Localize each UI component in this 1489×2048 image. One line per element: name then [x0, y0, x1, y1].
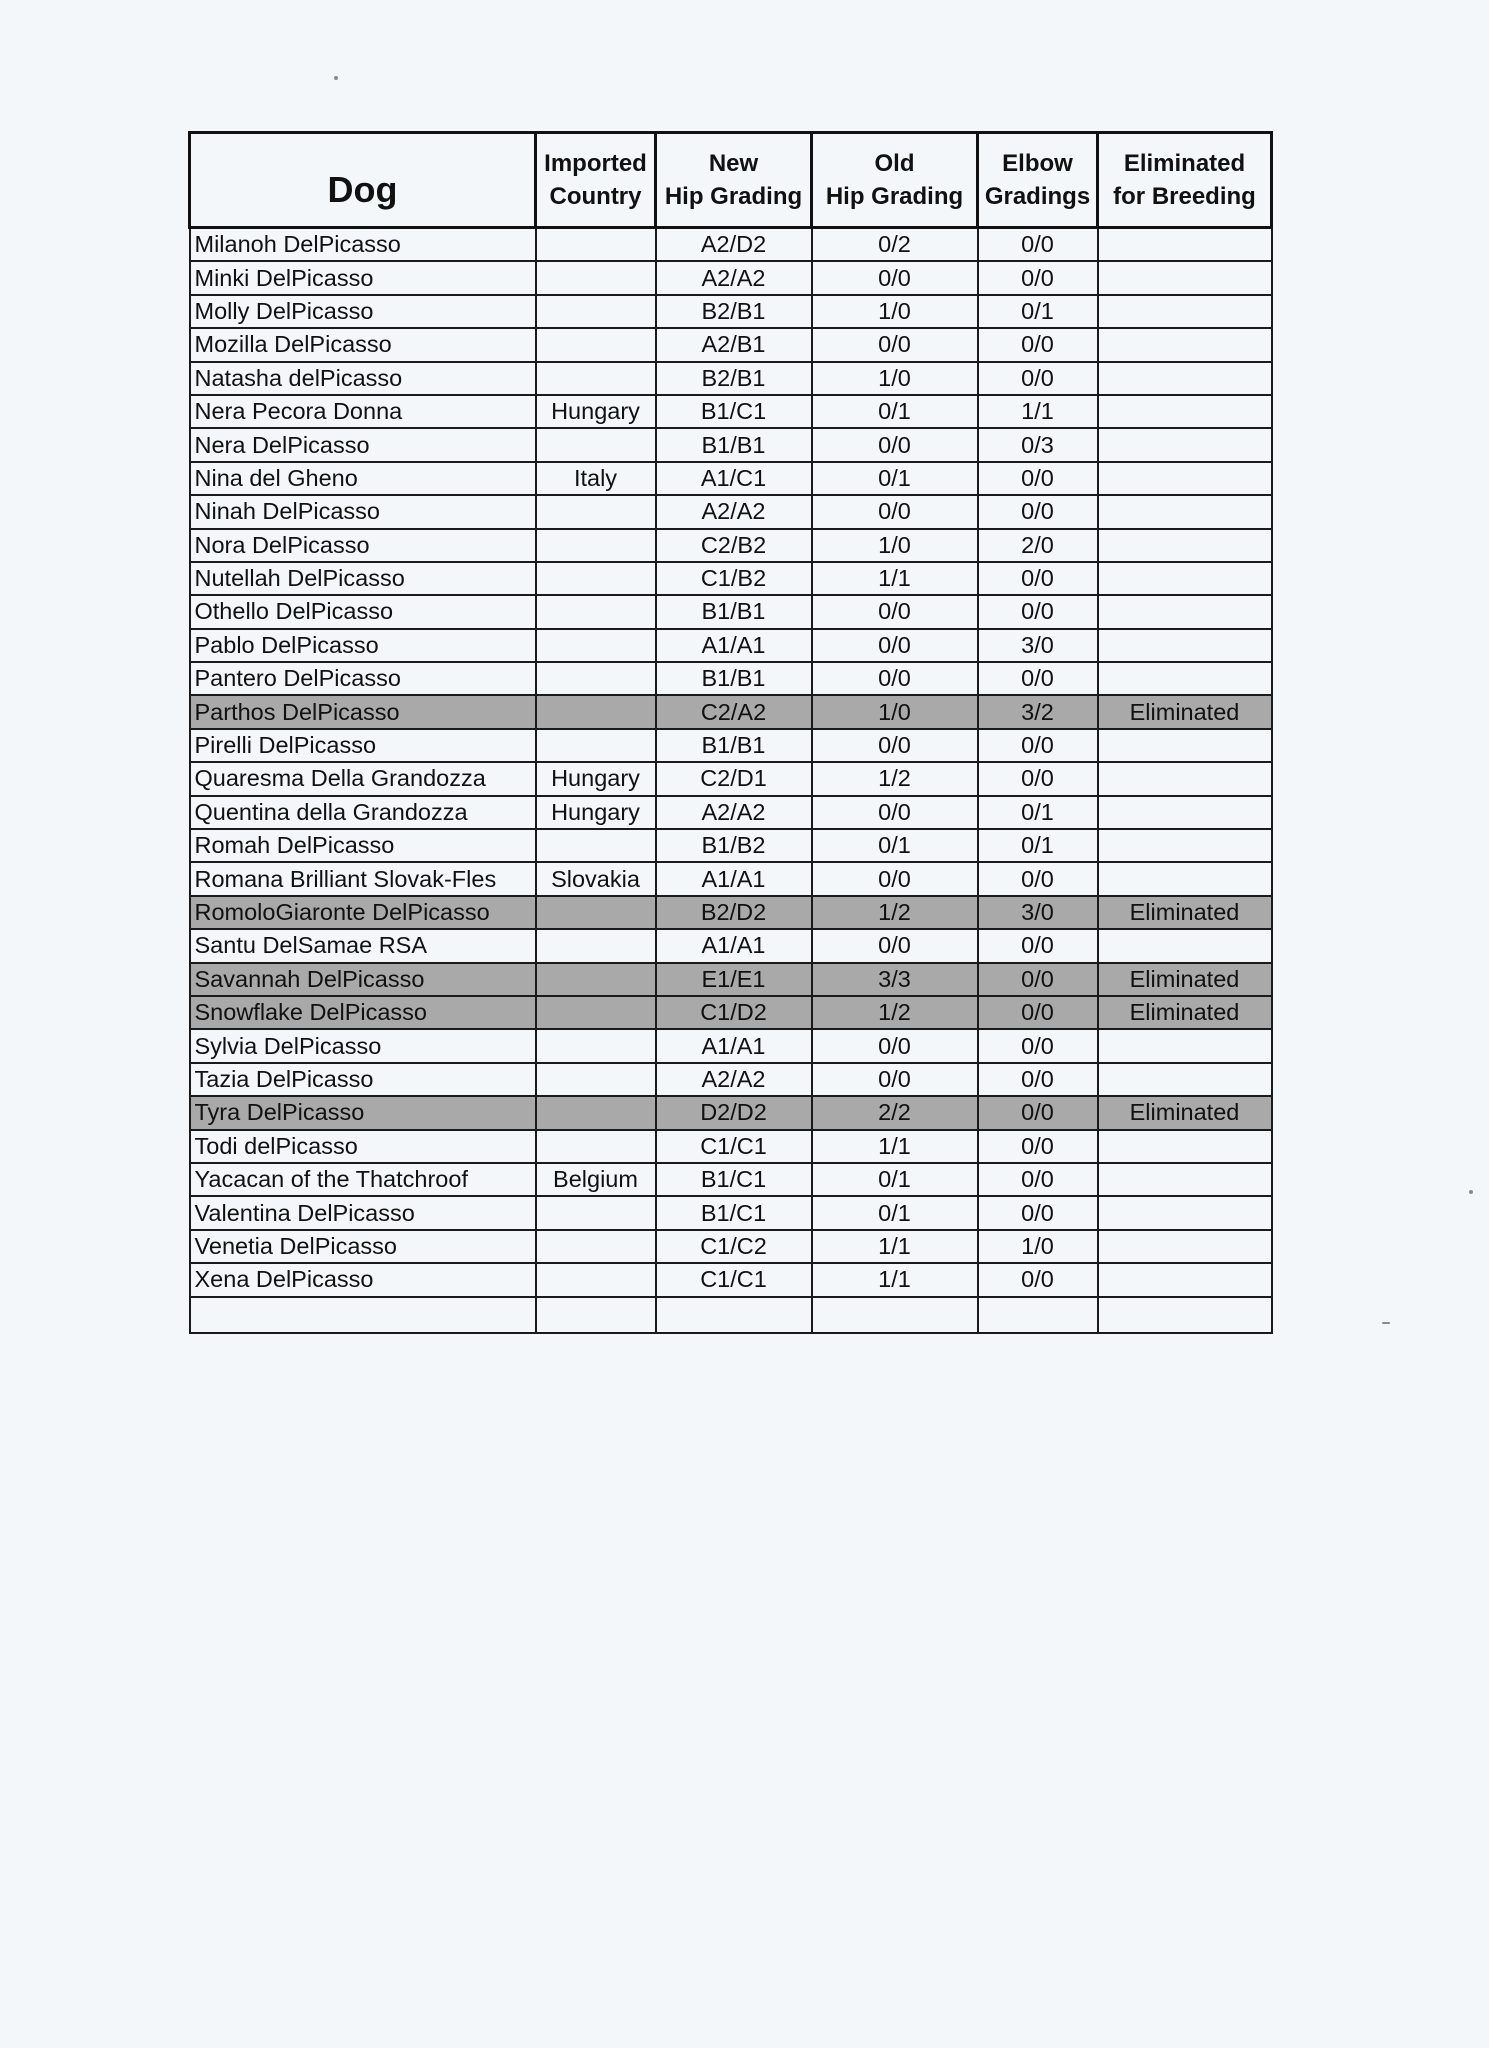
eliminated-status-cell: Eliminated [1098, 695, 1272, 728]
new-hip-grading-cell: B1/B1 [656, 662, 812, 695]
imported-country-cell: Italy [536, 462, 656, 495]
dog-name-cell: Quentina della Grandozza [190, 796, 536, 829]
elbow-grading-cell: 0/0 [978, 1063, 1098, 1096]
old-hip-grading-cell: 0/1 [812, 1196, 978, 1229]
new-hip-grading-cell: D2/D2 [656, 1096, 812, 1129]
eliminated-status-cell: Eliminated [1098, 1096, 1272, 1129]
elbow-grading-cell: 0/0 [978, 1263, 1098, 1296]
new-hip-grading-cell: B1/C1 [656, 395, 812, 428]
dog-name-cell: Todi delPicasso [190, 1130, 536, 1163]
old-hip-grading-cell: 0/0 [812, 1063, 978, 1096]
table-row [190, 662, 1272, 695]
new-hip-grading-cell [656, 1297, 812, 1333]
table-row [190, 629, 1272, 662]
elbow-grading-cell: 0/0 [978, 1130, 1098, 1163]
dog-name-cell: Nera DelPicasso [190, 428, 536, 461]
table-body [190, 228, 1272, 1333]
elbow-grading-cell: 0/0 [978, 963, 1098, 996]
dog-name-cell: Milanoh DelPicasso [190, 228, 536, 262]
new-hip-grading-cell: A2/A2 [656, 796, 812, 829]
new-hip-grading-cell: B2/B1 [656, 295, 812, 328]
new-hip-grading-cell: C2/B2 [656, 529, 812, 562]
old-hip-grading-cell: 1/1 [812, 1263, 978, 1296]
old-hip-grading-cell: 0/0 [812, 729, 978, 762]
new-hip-grading-cell: A2/D2 [656, 228, 812, 262]
new-hip-grading-cell: B1/B1 [656, 729, 812, 762]
imported-country-cell [536, 428, 656, 461]
dog-name-cell: Romana Brilliant Slovak-Fles [190, 862, 536, 895]
dust-speck [1382, 1322, 1390, 1324]
new-hip-grading-cell: A2/A2 [656, 495, 812, 528]
imported-country-cell [536, 562, 656, 595]
table-row [190, 395, 1272, 428]
eliminated-status-cell: Eliminated [1098, 896, 1272, 929]
table-row [190, 963, 1272, 996]
new-hip-grading-cell: C1/C2 [656, 1230, 812, 1263]
dog-name-cell: Xena DelPicasso [190, 1263, 536, 1296]
header-row [190, 133, 1272, 228]
imported-country-cell [536, 362, 656, 395]
table-row [190, 896, 1272, 929]
table-row [190, 562, 1272, 595]
old-hip-grading-cell: 0/0 [812, 862, 978, 895]
imported-country-cell [536, 1196, 656, 1229]
old-hip-grading-cell: 0/0 [812, 428, 978, 461]
table-row [190, 428, 1272, 461]
elbow-grading-cell: 1/1 [978, 395, 1098, 428]
eliminated-header-line2: for Breeding [1113, 183, 1256, 210]
old-hip-grading-cell: 0/0 [812, 929, 978, 962]
eliminated-status-cell [1098, 829, 1272, 862]
new-hip-grading-cell: C1/D2 [656, 996, 812, 1029]
elbow-grading-cell: 0/0 [978, 996, 1098, 1029]
elbow-grading-cell: 0/1 [978, 829, 1098, 862]
table-row [190, 1163, 1272, 1196]
elbow-grading-cell: 0/0 [978, 328, 1098, 361]
eliminated-status-cell [1098, 462, 1272, 495]
old-hip-grading-cell: 1/2 [812, 896, 978, 929]
dog-name-cell: Nina del Gheno [190, 462, 536, 495]
eliminated-status-cell [1098, 562, 1272, 595]
old-hip-grading-column-header [812, 133, 978, 228]
eliminated-status-cell [1098, 529, 1272, 562]
imported-country-cell [536, 529, 656, 562]
new-hip-grading-cell: C2/D1 [656, 762, 812, 795]
table-row [190, 729, 1272, 762]
elbow-grading-cell: 0/0 [978, 1096, 1098, 1129]
dog-name-cell: Ninah DelPicasso [190, 495, 536, 528]
old-hip-grading-cell: 1/1 [812, 562, 978, 595]
elbow-grading-cell: 3/0 [978, 629, 1098, 662]
elbow-grading-cell: 0/0 [978, 929, 1098, 962]
dog-name-cell: Yacacan of the Thatchroof [190, 1163, 536, 1196]
old-hip-grading-cell: 0/0 [812, 495, 978, 528]
eliminated-status-cell: Eliminated [1098, 963, 1272, 996]
new-hip-grading-cell: B1/C1 [656, 1163, 812, 1196]
elbow-grading-cell: 0/0 [978, 729, 1098, 762]
table-row [190, 529, 1272, 562]
new-hip-grading-cell: B2/D2 [656, 896, 812, 929]
new-hip-grading-cell: C1/B2 [656, 562, 812, 595]
elbow-header-line2: Gradings [984, 183, 1091, 210]
old-hip-grading-cell: 1/1 [812, 1130, 978, 1163]
new-hip-grading-cell: B1/B2 [656, 829, 812, 862]
old-hip-grading-cell: 1/0 [812, 529, 978, 562]
elbow-grading-cell: 0/0 [978, 362, 1098, 395]
old-hip-grading-cell: 1/1 [812, 1230, 978, 1263]
dog-column-header [190, 133, 536, 228]
imported-header-line1: Imported [544, 150, 647, 177]
table-row [190, 228, 1272, 262]
imported-country-cell [536, 829, 656, 862]
eliminated-status-cell [1098, 929, 1272, 962]
new-hip-header-line1: New [708, 150, 759, 177]
table-row [190, 762, 1272, 795]
imported-country-cell [536, 1263, 656, 1296]
dog-name-cell: Minki DelPicasso [190, 261, 536, 294]
elbow-grading-cell: 0/0 [978, 862, 1098, 895]
table-row [190, 1230, 1272, 1263]
new-hip-grading-cell: A1/A1 [656, 862, 812, 895]
imported-country-cell [536, 595, 656, 628]
table-row [190, 1130, 1272, 1163]
eliminated-status-cell [1098, 862, 1272, 895]
table-row [190, 595, 1272, 628]
dog-name-cell: Tyra DelPicasso [190, 1096, 536, 1129]
eliminated-status-cell [1098, 1029, 1272, 1062]
table-row [190, 796, 1272, 829]
elbow-header-line1: Elbow [1002, 150, 1073, 177]
dog-name-cell: Pirelli DelPicasso [190, 729, 536, 762]
eliminated-status-cell [1098, 395, 1272, 428]
dog-name-cell: RomoloGiaronte DelPicasso [190, 896, 536, 929]
table-row [190, 462, 1272, 495]
eliminated-status-cell [1098, 1263, 1272, 1296]
new-hip-grading-column-header [656, 133, 812, 228]
dog-name-cell: Santu DelSamae RSA [190, 929, 536, 962]
elbow-grading-cell: 1/0 [978, 1230, 1098, 1263]
new-hip-grading-cell: A2/A2 [656, 1063, 812, 1096]
imported-country-cell [536, 629, 656, 662]
elbow-gradings-column-header [978, 133, 1098, 228]
old-hip-grading-cell: 1/0 [812, 362, 978, 395]
imported-country-cell: Hungary [536, 762, 656, 795]
eliminated-status-cell [1098, 261, 1272, 294]
new-hip-header-line2: Hip Grading [664, 183, 803, 210]
old-hip-grading-cell: 2/2 [812, 1096, 978, 1129]
elbow-grading-cell: 0/0 [978, 762, 1098, 795]
eliminated-status-cell [1098, 428, 1272, 461]
imported-country-cell [536, 695, 656, 728]
dog-name-cell: Nutellah DelPicasso [190, 562, 536, 595]
elbow-grading-cell: 2/0 [978, 529, 1098, 562]
table-row [190, 929, 1272, 962]
elbow-grading-cell: 3/2 [978, 695, 1098, 728]
imported-country-cell [536, 495, 656, 528]
eliminated-status-cell [1098, 1297, 1272, 1333]
table-row [190, 1063, 1272, 1096]
table-row [190, 862, 1272, 895]
eliminated-status-cell [1098, 729, 1272, 762]
imported-country-cell: Slovakia [536, 862, 656, 895]
new-hip-grading-cell: E1/E1 [656, 963, 812, 996]
old-hip-grading-cell: 0/0 [812, 261, 978, 294]
imported-country-cell: Hungary [536, 796, 656, 829]
imported-country-cell [536, 1096, 656, 1129]
elbow-grading-cell: 0/0 [978, 1196, 1098, 1229]
dog-name-cell: Snowflake DelPicasso [190, 996, 536, 1029]
eliminated-status-cell [1098, 295, 1272, 328]
dog-name-cell: Sylvia DelPicasso [190, 1029, 536, 1062]
dog-name-cell: Pantero DelPicasso [190, 662, 536, 695]
dust-speck [334, 76, 338, 80]
old-hip-grading-cell: 0/0 [812, 1029, 978, 1062]
imported-country-cell [536, 896, 656, 929]
elbow-grading-cell: 0/1 [978, 295, 1098, 328]
eliminated-status-cell [1098, 328, 1272, 361]
dog-name-cell: Venetia DelPicasso [190, 1230, 536, 1263]
table-row [190, 328, 1272, 361]
elbow-grading-cell: 0/0 [978, 1029, 1098, 1062]
elbow-grading-cell [978, 1297, 1098, 1333]
old-hip-grading-cell: 1/2 [812, 762, 978, 795]
new-hip-grading-cell: B1/B1 [656, 428, 812, 461]
eliminated-status-cell [1098, 1196, 1272, 1229]
eliminated-status-cell [1098, 362, 1272, 395]
eliminated-status-cell [1098, 228, 1272, 262]
old-hip-grading-cell: 0/0 [812, 595, 978, 628]
old-hip-grading-cell: 0/0 [812, 629, 978, 662]
eliminated-status-cell: Eliminated [1098, 996, 1272, 1029]
table-row [190, 829, 1272, 862]
table-row [190, 1096, 1272, 1129]
old-hip-grading-cell: 1/0 [812, 295, 978, 328]
dog-name-cell: Natasha delPicasso [190, 362, 536, 395]
new-hip-grading-cell: C2/A2 [656, 695, 812, 728]
new-hip-grading-cell: B2/B1 [656, 362, 812, 395]
old-hip-grading-cell: 1/2 [812, 996, 978, 1029]
elbow-grading-cell: 0/0 [978, 1163, 1098, 1196]
new-hip-grading-cell: A2/A2 [656, 261, 812, 294]
eliminated-status-cell [1098, 762, 1272, 795]
dog-name-cell [190, 1297, 536, 1333]
elbow-grading-cell: 0/0 [978, 462, 1098, 495]
eliminated-status-cell [1098, 1163, 1272, 1196]
imported-country-cell [536, 729, 656, 762]
old-hip-grading-cell: 0/0 [812, 328, 978, 361]
new-hip-grading-cell: A1/A1 [656, 1029, 812, 1062]
old-hip-grading-cell: 0/1 [812, 395, 978, 428]
imported-country-cell [536, 295, 656, 328]
table-row [190, 295, 1272, 328]
old-hip-grading-cell: 0/1 [812, 1163, 978, 1196]
new-hip-grading-cell: A1/A1 [656, 929, 812, 962]
dog-name-cell: Romah DelPicasso [190, 829, 536, 862]
elbow-grading-cell: 0/1 [978, 796, 1098, 829]
table-row [190, 1263, 1272, 1296]
eliminated-for-breeding-column-header [1098, 133, 1272, 228]
new-hip-grading-cell: A1/A1 [656, 629, 812, 662]
imported-country-cell [536, 963, 656, 996]
new-hip-grading-cell: A1/C1 [656, 462, 812, 495]
eliminated-status-cell [1098, 1130, 1272, 1163]
grading-table [188, 131, 1273, 1334]
imported-country-cell [536, 328, 656, 361]
dog-name-cell: Othello DelPicasso [190, 595, 536, 628]
new-hip-grading-cell: B1/C1 [656, 1196, 812, 1229]
old-hip-header-line1: Old [874, 150, 915, 177]
dog-name-cell: Valentina DelPicasso [190, 1196, 536, 1229]
table-header [190, 133, 1272, 228]
dog-name-cell: Savannah DelPicasso [190, 963, 536, 996]
old-hip-grading-cell: 0/2 [812, 228, 978, 262]
imported-country-cell [536, 1230, 656, 1263]
dog-name-cell: Pablo DelPicasso [190, 629, 536, 662]
new-hip-grading-cell: C1/C1 [656, 1130, 812, 1163]
dog-name-cell: Parthos DelPicasso [190, 695, 536, 728]
imported-country-cell [536, 261, 656, 294]
table-row [190, 695, 1272, 728]
imported-country-cell [536, 228, 656, 262]
table-row [190, 261, 1272, 294]
elbow-grading-cell: 0/0 [978, 595, 1098, 628]
imported-country-cell [536, 1063, 656, 1096]
imported-country-cell [536, 1029, 656, 1062]
elbow-grading-cell: 0/0 [978, 228, 1098, 262]
imported-country-cell: Hungary [536, 395, 656, 428]
dog-name-cell: Tazia DelPicasso [190, 1063, 536, 1096]
imported-country-cell: Belgium [536, 1163, 656, 1196]
eliminated-status-cell [1098, 796, 1272, 829]
imported-country-cell [536, 1297, 656, 1333]
dog-name-cell: Mozilla DelPicasso [190, 328, 536, 361]
imported-country-cell [536, 929, 656, 962]
elbow-grading-cell: 0/3 [978, 428, 1098, 461]
imported-country-cell [536, 1130, 656, 1163]
elbow-grading-cell: 0/0 [978, 662, 1098, 695]
eliminated-status-cell [1098, 595, 1272, 628]
new-hip-grading-cell: A2/B1 [656, 328, 812, 361]
table-row [190, 1196, 1272, 1229]
table-row [190, 495, 1272, 528]
dog-name-cell: Molly DelPicasso [190, 295, 536, 328]
old-hip-grading-cell: 0/0 [812, 796, 978, 829]
table-row [190, 362, 1272, 395]
old-hip-grading-cell: 1/0 [812, 695, 978, 728]
elbow-grading-cell: 0/0 [978, 261, 1098, 294]
eliminated-status-cell [1098, 662, 1272, 695]
old-hip-header-line2: Hip Grading [825, 183, 964, 210]
eliminated-status-cell [1098, 1063, 1272, 1096]
table-row [190, 1029, 1272, 1062]
eliminated-status-cell [1098, 495, 1272, 528]
old-hip-grading-cell: 0/0 [812, 662, 978, 695]
imported-country-cell [536, 662, 656, 695]
old-hip-grading-cell: 3/3 [812, 963, 978, 996]
dog-name-cell: Nora DelPicasso [190, 529, 536, 562]
imported-country-cell [536, 996, 656, 1029]
table-row [190, 1297, 1272, 1333]
eliminated-status-cell [1098, 1230, 1272, 1263]
new-hip-grading-cell: C1/C1 [656, 1263, 812, 1296]
elbow-grading-cell: 0/0 [978, 562, 1098, 595]
old-hip-grading-cell: 0/1 [812, 829, 978, 862]
dust-speck [1469, 1190, 1473, 1194]
imported-header-line2: Country [549, 183, 642, 210]
old-hip-grading-cell: 0/1 [812, 462, 978, 495]
dog-name-cell: Nera Pecora Donna [190, 395, 536, 428]
old-hip-grading-cell [812, 1297, 978, 1333]
dog-header-label: Dog [327, 168, 398, 210]
new-hip-grading-cell: B1/B1 [656, 595, 812, 628]
eliminated-header-line1: Eliminated [1123, 150, 1246, 177]
table-row [190, 996, 1272, 1029]
elbow-grading-cell: 0/0 [978, 495, 1098, 528]
imported-country-column-header [536, 133, 656, 228]
eliminated-status-cell [1098, 629, 1272, 662]
dog-name-cell: Quaresma Della Grandozza [190, 762, 536, 795]
elbow-grading-cell: 3/0 [978, 896, 1098, 929]
